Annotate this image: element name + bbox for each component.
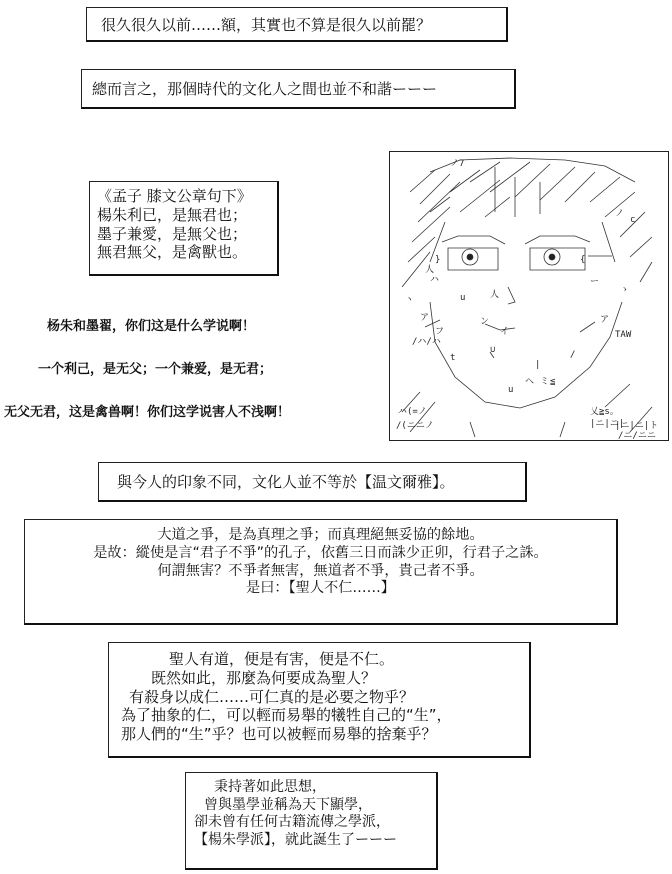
speech-line-2: 一个利己，是无父；一个兼爱，是无君；	[38, 362, 273, 377]
ascii-fragment: ゝ	[620, 285, 630, 295]
ascii-fragment: 乂≧s。	[590, 407, 619, 417]
narration-box-4	[24, 519, 618, 625]
narration-line: 曾與墨學並稱為天下顯學，	[204, 796, 372, 813]
ascii-fragment: 人	[425, 265, 435, 275]
ascii-fragment: ハ(=ノ	[398, 407, 427, 417]
narration-line: 與今人的印象不同，文化人並不等於【温文爾雅】。	[117, 473, 455, 491]
ascii-fragment: c	[630, 215, 636, 225]
quote-line: 無君無父，是禽獸也。	[97, 243, 248, 262]
narration-line: 很久很久以前……額，其實也不算是很久以前罷？	[101, 16, 432, 34]
narration-line: 那人們的“生”乎？也可以被輕而易舉的捨棄乎？	[121, 725, 437, 743]
hair-strokes	[402, 158, 652, 287]
left-eye	[442, 236, 505, 270]
narration-line: 大道之爭，是為真理之爭；而真理絕無妥協的餘地。	[157, 527, 484, 543]
ascii-fragment: フ	[435, 327, 445, 337]
speech-line-1: 杨朱和墨翟，你们这是什么学说啊！	[47, 319, 256, 334]
quote-line: 墨子兼愛，是無父也；	[97, 224, 248, 243]
ascii-fragment: ∪	[490, 345, 496, 355]
narration-box-5	[108, 642, 531, 758]
ascii-fragment: イ	[500, 327, 510, 337]
quote-line: 《孟子 膝文公章句下》	[97, 187, 252, 205]
ascii-fragment: ア	[420, 313, 430, 323]
narration-line: 既然如此，那麼為何要成為聖人？	[151, 668, 377, 687]
ascii-fragment: ヘ	[525, 377, 535, 387]
ascii-art-character-image	[390, 152, 667, 439]
narration-line: 【楊朱學派】，就此誕生了ーーー	[194, 831, 397, 848]
narration-line: 有殺身以成仁……可仁真的是必要之物乎？	[129, 687, 415, 706]
ascii-fragment: {	[580, 255, 586, 265]
narration-box-3	[98, 462, 527, 502]
ascii-fragment: u	[460, 293, 466, 303]
ascii-fragment: /ニ/ニニ	[618, 431, 656, 439]
ascii-fragment: /(ニニノ	[396, 421, 434, 431]
ascii-fragment: 人	[490, 290, 500, 300]
ascii-fragment: ≦	[550, 377, 556, 387]
narration-line: 是故：縱使是言“君子不爭”的孔子，依舊三日而誅少正卯，行君子之誅。	[93, 544, 548, 561]
ascii-fragment: /ハ/ハ	[412, 337, 441, 347]
narration-box-6	[185, 772, 438, 870]
ascii-fragment: ハ	[430, 275, 440, 285]
quote-box-mencius	[89, 181, 279, 276]
ascii-fragment: ノ	[615, 209, 625, 219]
ascii-fragment: ミ	[540, 377, 550, 387]
narration-line: 是曰：【聖人不仁……】	[246, 580, 395, 597]
narration-line: 秉持著如此思想，	[214, 779, 326, 795]
ascii-art-panel	[389, 151, 669, 441]
ascii-fragments	[396, 159, 658, 439]
ascii-fragment: ー	[590, 277, 600, 287]
narration-line: 為了抽象的仁，可以輕而易舉的犧牲自己的“生”，	[121, 706, 452, 725]
narration-line: 何謂無害？不爭者無害，無道者不爭，貴己者不爭。	[157, 562, 484, 579]
ascii-fragment: ヽ	[405, 295, 415, 305]
ascii-fragment: ア	[600, 315, 610, 325]
narration-line: 聖人有道，便是有害，便是不仁。	[169, 650, 395, 668]
narration-line: 總而言之，那個時代的文化人之間也並不和諧ーーー	[92, 80, 438, 98]
narration-box-2	[81, 69, 516, 109]
ascii-fragment: ノ7	[450, 159, 465, 169]
right-eye	[525, 236, 612, 270]
ascii-fragment: t	[450, 353, 456, 363]
quote-line: 楊朱利已，是無君也；	[97, 205, 248, 224]
ascii-fragment: }	[435, 255, 441, 265]
ascii-fragment: |	[535, 360, 541, 370]
ascii-fragment: u	[508, 385, 514, 395]
ascii-fragment: TAW	[615, 330, 632, 340]
ascii-fragment: |ニ|ニ|ト	[615, 421, 659, 431]
ascii-fragment: /	[570, 350, 576, 360]
speech-line-3: 无父无君，这是禽兽啊！你们这学说害人不浅啊！	[4, 405, 291, 420]
narration-box-1	[86, 7, 508, 42]
narration-line: 卻未曾有任何古籍流傳之學派，	[194, 814, 390, 830]
ascii-fragment: |ニ|ニ|	[590, 419, 625, 429]
ascii-fragment: ン	[480, 317, 490, 327]
